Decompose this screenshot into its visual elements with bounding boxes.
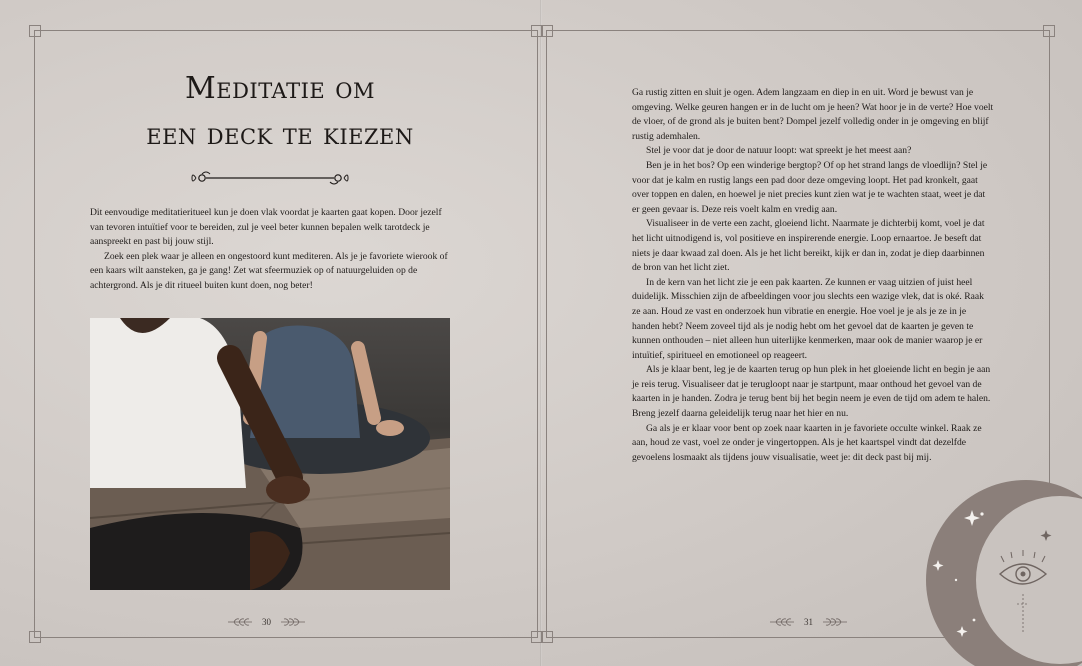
flourish-divider-icon bbox=[190, 168, 350, 188]
body-text bbox=[632, 86, 994, 465]
meditation-photo-illustration bbox=[90, 318, 450, 590]
intro-paragraph: Dit eenvoudige meditatieritueel kun je doen vlak voordat je kaarten gaat kopen. Door jezelf van tevoren intuïtief voor te bereiden, zul je veel beter kunnen bepalen welk tarotdeck je aanspreekt en past bij jouw stijl. bbox=[90, 207, 442, 248]
title-line-2: een deck te kiezen bbox=[146, 117, 414, 152]
body-paragraph: Ga rustig zitten en sluit je ogen. Adem langzaam en diep in en uit. Word je bewust van je omgeving. Welke geuren hangen er in de lucht om je heen? Wat hoor je in de verte? Hoe voelt de vloer, of de grond als je buiten bent? Dompel jezelf volledig onder in je omgeving en blijf rustig ademhalen. bbox=[632, 87, 994, 142]
laurel-sprig-icon bbox=[821, 616, 849, 628]
body-paragraph: Ben je in het bos? Op een winderige bergtop? Of op het strand langs de vloedlijn? Stel je voor dat je kalm en rustig langs een pad door deze omgeving loopt. Het pad kronkelt, gaat over toppen en dalen, en hoewel je niet precies kunt zien wat je te wachten staat, weet je dat er geen gevaar is. Deze reis voelt kalm en vredig aan. bbox=[632, 159, 988, 215]
intro-text bbox=[90, 206, 452, 294]
body-paragraph: Als je klaar bent, leg je de kaarten terug op hun plek in het gloeiende licht en begin je aan je reis terug. Visualiseer dat je terugloopt naar je startpunt, maar onthoud het gevoel van de kaarten in je handen. Zodra je terug bent bij het begin neem je even de tijd om adem te halen. Breng jezelf daarna geleidelijk terug naar het hier en nu. bbox=[632, 364, 991, 420]
laurel-sprig-icon bbox=[768, 616, 796, 628]
body-paragraph: In de kern van het licht zie je een pak kaarten. Ze kunnen er vaag uitzien of juist heel duidelijk. Misschien zijn de afbeeldingen voor jou slechts een wazige vlek, dat is oké. Raak ze aan. Houd ze vast en onderzoek hun vibratie en energie. Hoe voel je je als je ze in je handen hebt? Neem zoveel tijd als je nodig hebt om het gevoel dat de kaarten je geven te kunnen onthouden – niet alleen hun uiterlijke kenmerken, maar ook de manier waarop je er intuïtief, spiritueel en emotioneel op reageert. bbox=[632, 276, 984, 361]
laurel-sprig-icon bbox=[279, 616, 307, 628]
page-number: 31 bbox=[804, 617, 813, 627]
intro-paragraph: Zoek een plek waar je alleen en ongestoord kunt mediteren. Als je je favoriete wierook of een kaars wilt aansteken, ga je gang! Zet wat sfeermuziek op of natuurgeluiden op de achtergrond. Als je dit ritueel buiten kunt doen, nog beter! bbox=[90, 250, 448, 291]
body-paragraph: Stel je voor dat je door de natuur loopt: wat spreekt je het meest aan? bbox=[646, 145, 912, 157]
body-paragraph: Visualiseer in de verte een zacht, gloeiend licht. Naarmate je dichterbij komt, voel je dat het licht uitnodigend is, vol positieve en inspirerende energie. Loop ernaartoe. Je beseft dat niets je daar kwaad zal doen. Als je het licht bereikt, kijk er dan in, zodat je diep daarbinnen de bron van het licht ziet. bbox=[632, 218, 985, 274]
page-title bbox=[110, 66, 450, 158]
meditation-photo bbox=[90, 318, 450, 590]
page-footer-right bbox=[768, 614, 849, 630]
body-paragraph: Ga als je er klaar voor bent op zoek naar kaarten in je favoriete occulte winkel. Raak ze aan, houd ze vast, voel ze onder je vingertoppen. Als je het kaartspel vindt dat dezelfde gevoelens losmaakt als tijdens jouw visualisatie, weet je: dit deck past bij mij. bbox=[632, 422, 982, 463]
laurel-sprig-icon bbox=[226, 616, 254, 628]
crescent-moon-eye-icon bbox=[922, 470, 1082, 666]
page-footer-left bbox=[226, 614, 307, 630]
book-spine bbox=[540, 0, 542, 666]
title-line-1: Meditatie om bbox=[185, 71, 375, 106]
page-number: 30 bbox=[262, 617, 271, 627]
